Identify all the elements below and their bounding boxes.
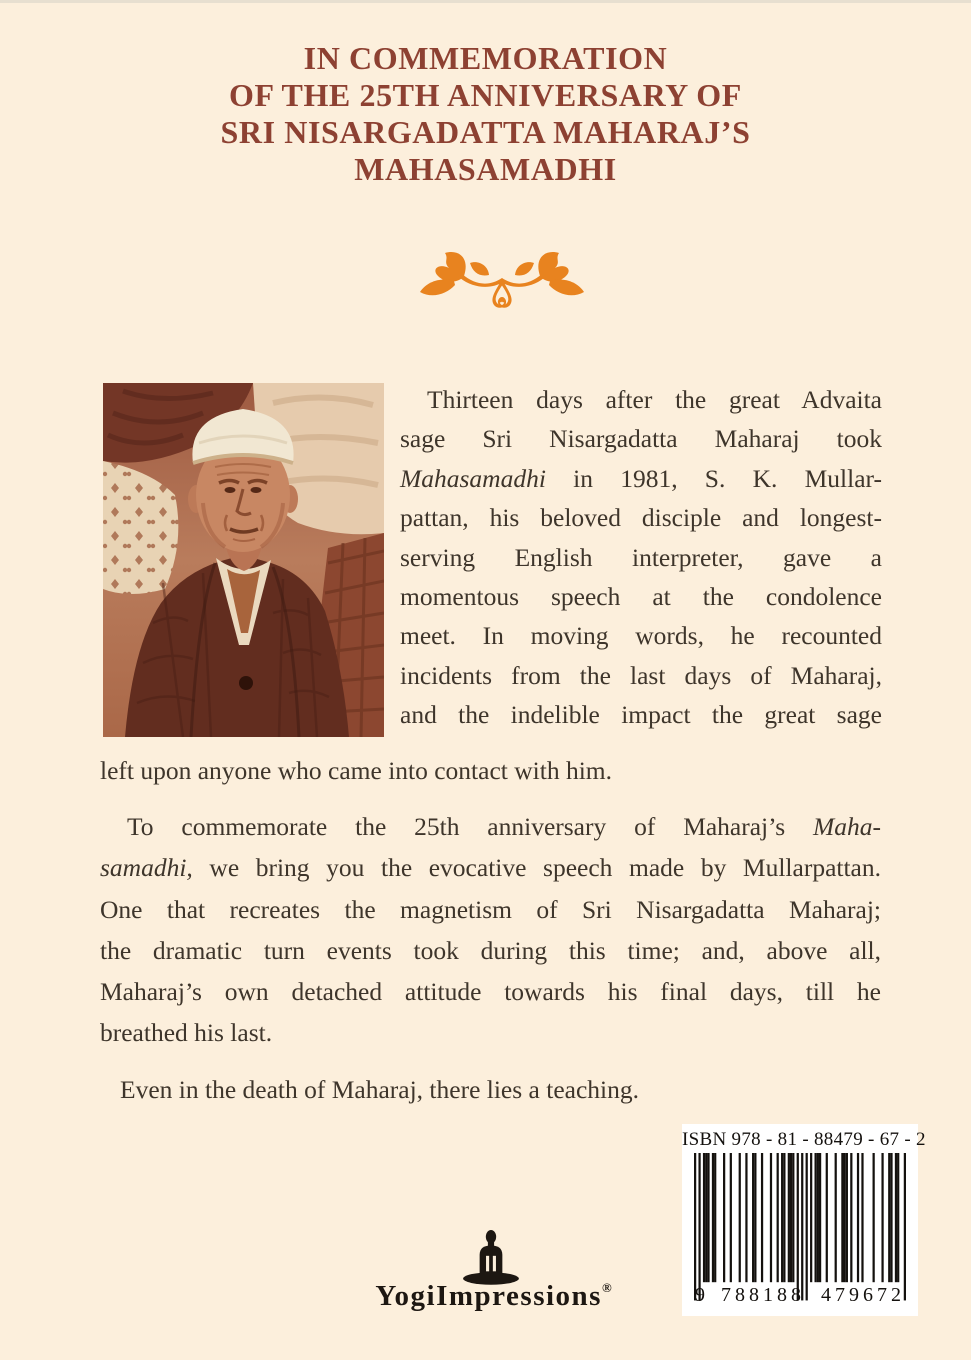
text-line: MAHASAMADHI bbox=[354, 151, 617, 187]
text-line: Maharaj’s own detached attitude towards his final days, till he bbox=[100, 977, 881, 1007]
barcode-digit-group2: 479672 bbox=[821, 1284, 905, 1306]
portrait-illustration bbox=[103, 383, 384, 737]
floral-flourish-icon bbox=[402, 248, 602, 312]
text-line: sage Sri Nisargadatta Maharaj took bbox=[400, 424, 882, 454]
text-line: Mahasamadhi in 1981, S. K. Mullar- bbox=[400, 463, 882, 493]
text-line: and the indelible impact the great sage bbox=[400, 700, 882, 730]
paragraph-2 bbox=[100, 806, 881, 1054]
text-line: serving English interpreter, gave a bbox=[400, 542, 882, 572]
text-line: the dramatic turn events took during this time; and, above all, bbox=[100, 935, 881, 965]
isbn-label: ISBN 978 - 81 - 88479 - 67 - 2 bbox=[682, 1129, 926, 1150]
meditating-figure-icon bbox=[460, 1230, 522, 1286]
barcode-digit-left: 9 bbox=[695, 1284, 705, 1306]
top-edge-shadow bbox=[0, 0, 971, 3]
publisher-name: YogiImpressions bbox=[375, 1280, 602, 1312]
text-line: OF THE 25TH ANNIVERSARY OF bbox=[229, 77, 742, 113]
text-line: pattan, his beloved disciple and longest- bbox=[400, 503, 882, 533]
text-line: SRI NISARGADATTA MAHARAJ’S bbox=[220, 114, 751, 150]
paragraph-3: Even in the death of Maharaj, there lies a teaching. bbox=[120, 1075, 639, 1104]
text-line: IN COMMEMORATION bbox=[303, 40, 668, 76]
text-line: Thirteen days after the great Advaita bbox=[427, 385, 882, 414]
text-line: meet. In moving words, he recounted bbox=[400, 621, 882, 651]
text-line: One that recreates the magnetism of Sri Nisargadatta Maharaj; bbox=[100, 894, 881, 924]
text-line: samadhi, we bring you the evocative speech made by Mullarpattan. bbox=[100, 853, 881, 883]
paragraph-1-column bbox=[400, 380, 882, 735]
text-line: incidents from the last days of Maharaj, bbox=[400, 660, 882, 690]
publisher-logo bbox=[8, 1280, 971, 1313]
maharaj-portrait-photo bbox=[103, 383, 384, 737]
commemoration-title bbox=[0, 40, 971, 188]
flourish-svg bbox=[402, 248, 602, 312]
text-line: To commemorate the 25th anniversary of Maharaj’s Maha- bbox=[127, 812, 881, 841]
text-line: breathed his last. bbox=[100, 1018, 273, 1048]
barcode-digit-group1: 788188 bbox=[721, 1284, 805, 1306]
text-line: momentous speech at the condolence bbox=[400, 582, 882, 612]
meditator-svg bbox=[460, 1230, 522, 1286]
registered-mark: ® bbox=[601, 1280, 612, 1295]
paragraph-1-lastline: left upon anyone who came into contact with him. bbox=[100, 756, 612, 785]
